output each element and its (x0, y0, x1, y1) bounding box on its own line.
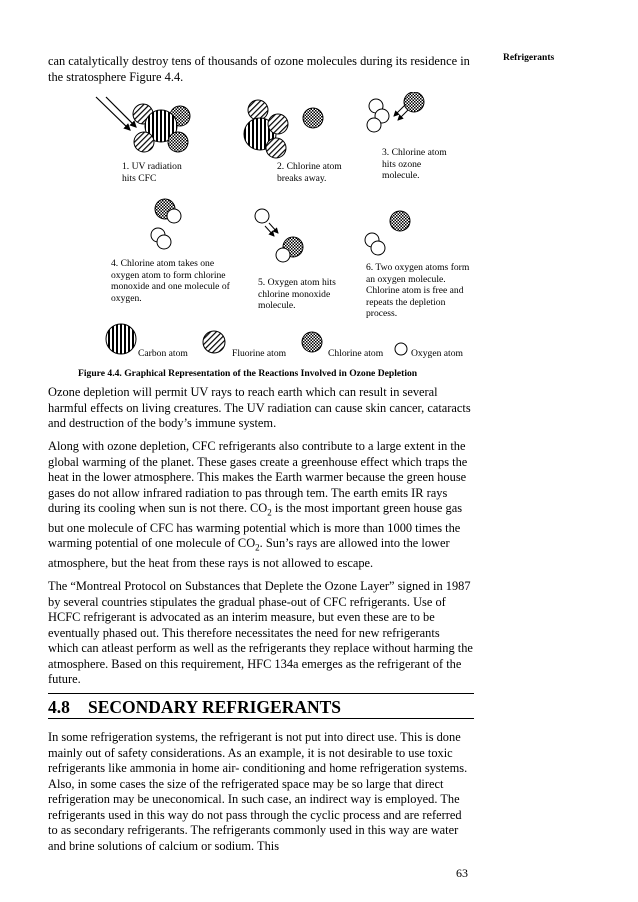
step2-caption: 2. Chlorine atom breaks away. (277, 161, 342, 184)
legend-carbon-label: Carbon atom (138, 348, 188, 359)
legend-chlorine-icon (302, 332, 322, 352)
section-heading: 4.8 SECONDARY REFRIGERANTS (48, 697, 342, 717)
step1-cfc-molecule (96, 97, 190, 152)
legend-oxygen-icon (395, 343, 407, 355)
page-number: 63 (456, 866, 468, 880)
step6-caption: 6. Two oxygen atoms form an oxygen molecule. Chlorine atom is free and repeats the depletion process. (366, 262, 470, 320)
running-header: Refrigerants (503, 53, 555, 63)
paragraph-montreal-protocol: The “Montreal Protocol on Substances that Deplete the Ozone Layer” signed in 1987 by several countries stipulates the gradual phase-out of CFC refrigerants. Use of HCFC refrigerant is advocated as an interim measure, but even these are to be eventually phased out. This therefore necessitates the need for new refrigerants which can atleast perform as well as the refrigerants they replace without harming the atmosphere. Based on this requirement, HFC 134a emerges as the refrigerant of the future. (48, 579, 473, 686)
legend-fluorine-label: Fluorine atom (232, 348, 287, 359)
legend-carbon-icon (106, 324, 136, 354)
paragraph-ozone-effects: Ozone depletion will permit UV rays to reach earth which can result in several harmful effects on living creatures. The UV radiation can cause skin cancer, cataracts and destruction of the body’s immune system. (48, 385, 471, 430)
legend-oxygen-label: Oxygen atom (411, 348, 463, 359)
step2-molecule (244, 100, 323, 158)
section-rule-bottom (48, 718, 474, 719)
step5-molecule (255, 209, 303, 262)
step4-molecule (151, 199, 181, 249)
step3-caption: 3. Chlorine atom hits ozone molecule. (382, 147, 447, 182)
step1-caption: 1. UV radiation hits CFC (122, 161, 182, 184)
step5-caption: 5. Oxygen atom hits chlorine monoxide molecule. (258, 277, 336, 312)
legend-fluorine-icon (203, 331, 225, 353)
paragraph-global-warming: Along with ozone depletion, CFC refrigerants also contribute to a large extent in the global warming of the planet. These gases create a greenhouse effect which traps the heat in the lower atmosphere. This makes the Earth warmer because the green house gases do not allow infrared radiation to pas through tem. The earth emits IR rays during its cooling when sun is not there. $CO_2$ is the most important green house gas but one molecule of CFC has warming potential which is more than 1000 times the warming potential of one molecule of $CO_2$. Sun’s rays are allowed into the lower atmosphere, but the heat from these rays is not allowed to escape. (48, 439, 468, 571)
legend-chlorine-label: Chlorine atom (328, 348, 384, 359)
step3-molecule (367, 92, 424, 132)
step6-molecule (365, 211, 410, 255)
intro-paragraph: can catalytically destroy tens of thousands of ozone molecules during its residence in the stratosphere Figure 4.4. (48, 54, 470, 84)
section-rule-top (48, 693, 474, 694)
step4-caption: 4. Chlorine atom takes one oxygen atom to form chlorine monoxide and one molecule of oxygen. (111, 258, 230, 304)
figure-caption: Figure 4.4. Graphical Representation of the Reactions Involved in Ozone Depletion (78, 368, 418, 379)
ozone-depletion-figure (48, 92, 478, 382)
paragraph-secondary-refrigerants: In some refrigeration systems, the refrigerant is not put into direct use. This is done mainly out of safety considerations. As an example, it is not desirable to use toxic refrigerants like ammonia in home air- conditioning and home refrigeration systems. Also, in some cases the size of the refrigerated space may be so large that direct refrigeration may be uneconomical. In such case, an indirect way is employed. The refrigerants used in this way do not pass through the cyclic process and are referred to as secondary refrigerants. The refrigerants commonly used in this way are water and brine solutions of calcium or sodium. This (48, 730, 468, 853)
figure-diagram (48, 92, 478, 362)
